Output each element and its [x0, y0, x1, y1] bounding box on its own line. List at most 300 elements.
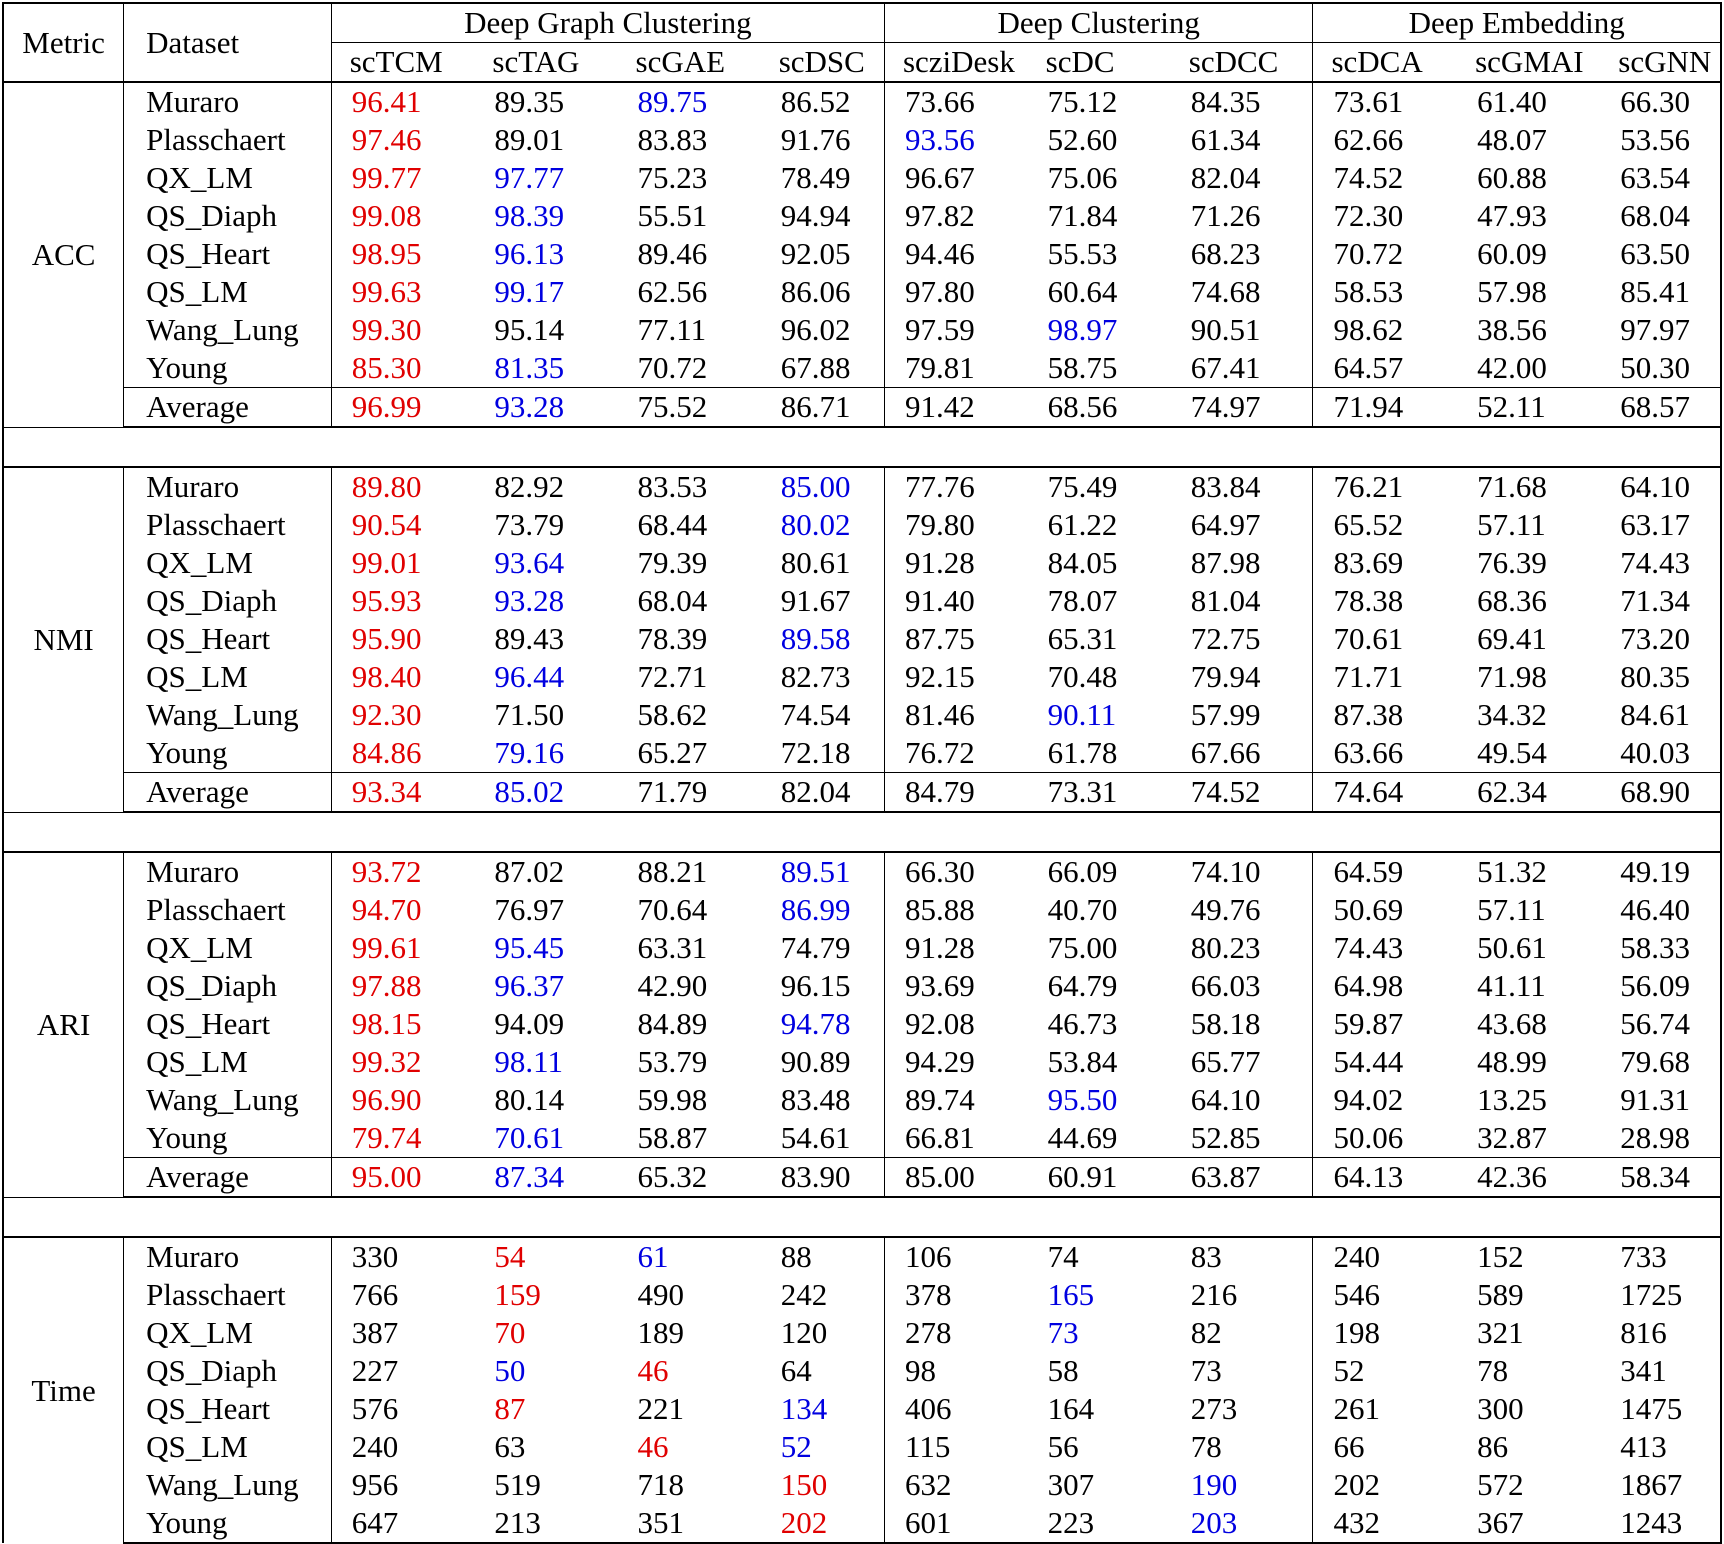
value-cell: 74	[1028, 1237, 1171, 1276]
value-cell: 74.79	[780, 930, 851, 965]
table-row	[3, 467, 1721, 506]
value-cell: 58	[1047, 1353, 1079, 1388]
value-cell: 50	[494, 1353, 526, 1388]
value-cell: 48.07	[1477, 122, 1547, 157]
value-cell: 85.41	[1600, 273, 1721, 311]
value-cell: 86	[1477, 1429, 1509, 1464]
value-cell: 78	[1477, 1353, 1509, 1388]
value-cell: 89.43	[494, 621, 565, 656]
value-cell: 65.32	[618, 1158, 761, 1198]
value-cell: 77.76	[884, 467, 1027, 506]
value-cell: 94.94	[780, 198, 851, 233]
value-cell: 96.13	[494, 236, 565, 271]
table-row	[3, 1043, 1721, 1081]
dataset-name: QS_Heart	[124, 1390, 332, 1428]
dataset-name: QX_LM	[124, 929, 332, 967]
value-cell: 74.52	[1171, 773, 1313, 813]
value-cell: 152	[1457, 1237, 1600, 1276]
value-cell: 351	[618, 1504, 761, 1543]
header-method: scDCA	[1313, 43, 1457, 83]
value-cell: 91.31	[1600, 1081, 1721, 1119]
value-cell: 93.28	[474, 388, 617, 428]
value-cell: 300	[1477, 1391, 1524, 1426]
value-cell: 82.04	[1190, 160, 1261, 195]
results-table-container	[2, 2, 1722, 1544]
value-cell: 58.18	[1190, 1006, 1261, 1041]
value-cell: 106	[884, 1237, 1027, 1276]
value-cell: 94.02	[1313, 1081, 1457, 1119]
value-cell: 221	[637, 1391, 685, 1426]
value-cell: 87.02	[474, 852, 617, 891]
value-cell: 78.49	[780, 160, 851, 195]
value-cell: 69.41	[1477, 621, 1547, 656]
value-cell: 96.41	[331, 82, 474, 121]
value-cell: 56.09	[1600, 967, 1721, 1005]
value-cell: 93.28	[494, 583, 565, 618]
value-cell: 97.97	[1600, 311, 1721, 349]
value-cell: 81.04	[1190, 583, 1261, 618]
value-cell: 46.73	[1047, 1006, 1118, 1041]
dataset-name: Muraro	[124, 852, 332, 891]
value-cell: 68.56	[1028, 388, 1171, 428]
value-cell: 733	[1600, 1237, 1721, 1276]
value-cell: 54.61	[780, 1120, 851, 1155]
value-cell: 95.45	[494, 930, 565, 965]
value-cell: 67.88	[780, 350, 851, 385]
table-row	[3, 1504, 1721, 1543]
value-cell: 1867	[1600, 1466, 1721, 1504]
value-cell: 53.79	[637, 1044, 708, 1079]
value-cell: 96.02	[780, 312, 851, 347]
value-cell: 60.64	[1047, 274, 1118, 309]
value-cell: 53.56	[1600, 121, 1721, 159]
value-cell: 84.05	[1047, 545, 1118, 580]
value-cell: 40.03	[1600, 734, 1721, 773]
value-cell: 97.80	[884, 273, 1027, 311]
value-cell: 91.76	[780, 122, 851, 157]
table-row	[3, 273, 1721, 311]
value-cell: 49.76	[1190, 892, 1261, 927]
value-cell: 68.04	[637, 583, 708, 618]
value-cell: 49.54	[1477, 735, 1547, 770]
header-group-deep-clustering: Deep Clustering	[884, 3, 1312, 43]
value-cell: 57.11	[1477, 507, 1546, 542]
value-cell: 73.20	[1600, 620, 1721, 658]
value-cell: 73.79	[494, 507, 565, 542]
value-cell: 63.54	[1600, 159, 1721, 197]
value-cell: 56.74	[1600, 1005, 1721, 1043]
value-cell: 74.54	[780, 697, 851, 732]
value-cell: 90.51	[1190, 312, 1261, 347]
value-cell: 60.91	[1028, 1158, 1171, 1198]
table-row	[3, 121, 1721, 159]
table-row	[3, 159, 1721, 197]
value-cell: 63	[494, 1429, 526, 1464]
value-cell: 78	[1190, 1429, 1222, 1464]
value-cell: 83.84	[1171, 467, 1313, 506]
value-cell: 41.11	[1477, 968, 1546, 1003]
value-cell: 74.97	[1171, 388, 1313, 428]
value-cell: 98.62	[1313, 311, 1457, 349]
value-cell: 86.06	[780, 274, 851, 309]
value-cell: 273	[1190, 1391, 1238, 1426]
value-cell: 28.98	[1600, 1119, 1721, 1158]
value-cell: 88	[761, 1237, 885, 1276]
value-cell: 64.57	[1313, 349, 1457, 388]
value-cell: 227	[351, 1353, 399, 1388]
value-cell: 79.39	[637, 545, 708, 580]
value-cell: 519	[494, 1467, 541, 1502]
value-cell: 79.94	[1190, 659, 1261, 694]
table-body	[3, 82, 1721, 1543]
value-cell: 68.36	[1477, 583, 1547, 618]
value-cell: 50.06	[1313, 1119, 1457, 1158]
value-cell: 378	[884, 1276, 1027, 1314]
value-cell: 65.52	[1313, 506, 1457, 544]
value-cell: 99.30	[351, 312, 422, 347]
value-cell: 86.52	[761, 82, 885, 121]
metric-label: Time	[3, 1237, 124, 1543]
average-row	[3, 773, 1721, 813]
table-row	[3, 734, 1721, 773]
value-cell: 1243	[1600, 1504, 1721, 1543]
value-cell: 79.74	[351, 1120, 422, 1155]
value-cell: 51.32	[1457, 852, 1600, 891]
value-cell: 91.67	[780, 583, 851, 618]
value-cell: 99.32	[351, 1044, 422, 1079]
value-cell: 97.82	[884, 197, 1027, 235]
value-cell: 59.98	[637, 1082, 708, 1117]
value-cell: 202	[761, 1504, 885, 1543]
value-cell: 62.34	[1457, 773, 1600, 813]
value-cell: 240	[351, 1429, 399, 1464]
value-cell: 95.90	[351, 621, 422, 656]
value-cell: 92.05	[780, 236, 851, 271]
table-row	[3, 1428, 1721, 1466]
value-cell: 240	[1313, 1237, 1457, 1276]
table-row	[3, 658, 1721, 696]
value-cell: 79.81	[884, 349, 1027, 388]
value-cell: 94.09	[494, 1006, 565, 1041]
value-cell: 96.15	[780, 968, 851, 1003]
value-cell: 632	[884, 1466, 1027, 1504]
value-cell: 576	[351, 1391, 399, 1426]
value-cell: 89.46	[637, 236, 708, 271]
separator-cell	[3, 1197, 1721, 1237]
value-cell: 74.64	[1313, 773, 1457, 813]
value-cell: 96.44	[494, 659, 565, 694]
value-cell: 65.31	[1047, 621, 1118, 656]
value-cell: 57.99	[1190, 697, 1261, 732]
header-method: scziDesk	[884, 43, 1027, 83]
value-cell: 89.01	[494, 122, 565, 157]
dataset-name: QX_LM	[124, 1314, 332, 1352]
value-cell: 89.74	[884, 1081, 1027, 1119]
value-cell: 84.79	[884, 773, 1027, 813]
dataset-name: Plasschaert	[124, 121, 332, 159]
dataset-name: Muraro	[124, 467, 332, 506]
header-method: scGMAI	[1457, 43, 1600, 83]
value-cell: 52.11	[1457, 388, 1600, 428]
dataset-name: Average	[124, 1158, 332, 1198]
value-cell: 76.39	[1477, 545, 1547, 580]
value-cell: 64.13	[1313, 1158, 1457, 1198]
value-cell: 71.79	[618, 773, 761, 813]
value-cell: 74.52	[1313, 159, 1457, 197]
value-cell: 47.93	[1477, 198, 1547, 233]
value-cell: 96.37	[494, 968, 565, 1003]
value-cell: 83.83	[637, 122, 708, 157]
dataset-name: QS_Heart	[124, 620, 332, 658]
value-cell: 80.61	[780, 545, 851, 580]
value-cell: 216	[1190, 1277, 1238, 1312]
value-cell: 94.78	[780, 1006, 851, 1041]
value-cell: 71.94	[1313, 388, 1457, 428]
table-row	[3, 929, 1721, 967]
value-cell: 97.59	[884, 311, 1027, 349]
value-cell: 85.02	[474, 773, 617, 813]
value-cell: 115	[884, 1428, 1027, 1466]
table-row	[3, 1466, 1721, 1504]
value-cell: 92.15	[884, 658, 1027, 696]
value-cell: 75.23	[637, 160, 708, 195]
value-cell: 84.86	[351, 735, 422, 770]
value-cell: 341	[1600, 1352, 1721, 1390]
value-cell: 98.11	[494, 1044, 563, 1079]
value-cell: 70.64	[637, 892, 708, 927]
value-cell: 46	[637, 1429, 669, 1464]
value-cell: 88.21	[618, 852, 761, 891]
value-cell: 86.99	[780, 892, 851, 927]
table-row	[3, 852, 1721, 891]
value-cell: 816	[1600, 1314, 1721, 1352]
value-cell: 89.51	[761, 852, 885, 891]
value-cell: 70.61	[1313, 620, 1457, 658]
value-cell: 66.30	[884, 852, 1027, 891]
value-cell: 83.53	[618, 467, 761, 506]
value-cell: 278	[884, 1314, 1027, 1352]
value-cell: 71.98	[1477, 659, 1547, 694]
value-cell: 55.51	[637, 198, 708, 233]
value-cell: 52	[1313, 1352, 1457, 1390]
value-cell: 766	[351, 1277, 399, 1312]
value-cell: 93.34	[331, 773, 474, 813]
value-cell: 413	[1600, 1428, 1721, 1466]
value-cell: 86.71	[761, 388, 885, 428]
dataset-name: QX_LM	[124, 544, 332, 582]
value-cell: 75.49	[1028, 467, 1171, 506]
table-row	[3, 235, 1721, 273]
table-row	[3, 1005, 1721, 1043]
value-cell: 76.72	[884, 734, 1027, 773]
value-cell: 95.93	[351, 583, 422, 618]
value-cell: 63.17	[1600, 506, 1721, 544]
value-cell: 80.02	[780, 507, 851, 542]
value-cell: 52.85	[1190, 1120, 1261, 1155]
value-cell: 63.87	[1171, 1158, 1313, 1198]
value-cell: 50.61	[1477, 930, 1547, 965]
value-cell: 64.10	[1600, 467, 1721, 506]
value-cell: 64	[780, 1353, 812, 1388]
value-cell: 64.59	[1313, 852, 1457, 891]
value-cell: 72.71	[637, 659, 708, 694]
value-cell: 198	[1313, 1314, 1457, 1352]
value-cell: 242	[780, 1277, 828, 1312]
table-row	[3, 197, 1721, 235]
value-cell: 330	[331, 1237, 474, 1276]
value-cell: 83	[1171, 1237, 1313, 1276]
value-cell: 70.72	[637, 350, 708, 385]
value-cell: 159	[494, 1277, 541, 1312]
header-method: scTAG	[474, 43, 617, 83]
value-cell: 71.71	[1313, 658, 1457, 696]
value-cell: 54	[474, 1237, 617, 1276]
value-cell: 68.90	[1600, 773, 1721, 813]
value-cell: 42.00	[1477, 350, 1547, 385]
dataset-name: Wang_Lung	[124, 311, 332, 349]
value-cell: 56	[1047, 1429, 1079, 1464]
value-cell: 94.70	[351, 892, 422, 927]
separator-cell	[3, 812, 1721, 852]
value-cell: 46.40	[1600, 891, 1721, 929]
value-cell: 85.88	[884, 891, 1027, 929]
value-cell: 70.61	[494, 1120, 565, 1155]
value-cell: 432	[1313, 1504, 1457, 1543]
value-cell: 98.40	[351, 659, 422, 694]
value-cell: 99.61	[351, 930, 422, 965]
value-cell: 261	[1313, 1390, 1457, 1428]
value-cell: 79.16	[494, 735, 565, 770]
metric-label: NMI	[3, 467, 124, 812]
dataset-name: Average	[124, 388, 332, 428]
dataset-name: Average	[124, 773, 332, 813]
dataset-name: QS_Heart	[124, 235, 332, 273]
dataset-name: QS_Diaph	[124, 197, 332, 235]
value-cell: 87.38	[1313, 696, 1457, 734]
dataset-name: QS_LM	[124, 1428, 332, 1466]
value-cell: 84.89	[637, 1006, 708, 1041]
value-cell: 85.00	[884, 1158, 1027, 1198]
value-cell: 68.44	[637, 507, 708, 542]
value-cell: 61.78	[1047, 735, 1118, 770]
value-cell: 718	[637, 1467, 685, 1502]
value-cell: 79.68	[1600, 1043, 1721, 1081]
value-cell: 80.14	[494, 1082, 565, 1117]
value-cell: 96.99	[331, 388, 474, 428]
value-cell: 82.04	[761, 773, 885, 813]
table-row	[3, 1276, 1721, 1314]
value-cell: 61.22	[1047, 507, 1118, 542]
value-cell: 58.62	[637, 697, 708, 732]
value-cell: 65.27	[637, 735, 708, 770]
value-cell: 92.30	[351, 697, 422, 732]
value-cell: 66.81	[884, 1119, 1027, 1158]
value-cell: 98	[884, 1352, 1027, 1390]
value-cell: 13.25	[1477, 1082, 1547, 1117]
value-cell: 71.34	[1600, 582, 1721, 620]
value-cell: 93.64	[494, 545, 565, 580]
table-row	[3, 891, 1721, 929]
value-cell: 96.90	[351, 1082, 422, 1117]
value-cell: 83.48	[780, 1082, 851, 1117]
value-cell: 70.48	[1047, 659, 1118, 694]
value-cell: 99.77	[351, 160, 422, 195]
value-cell: 84.35	[1171, 82, 1313, 121]
value-cell: 89.80	[331, 467, 474, 506]
value-cell: 94.29	[884, 1043, 1027, 1081]
value-cell: 50.30	[1600, 349, 1721, 388]
dataset-name: Young	[124, 734, 332, 773]
header-row-groups	[3, 3, 1721, 43]
dataset-name: Young	[124, 1119, 332, 1158]
header-group-deep-graph-clustering: Deep Graph Clustering	[331, 3, 884, 43]
average-row	[3, 1158, 1721, 1198]
value-cell: 96.67	[884, 159, 1027, 197]
dataset-name: Young	[124, 349, 332, 388]
value-cell: 52.60	[1047, 122, 1118, 157]
value-cell: 32.87	[1477, 1120, 1547, 1155]
metric-label: ACC	[3, 82, 124, 427]
table-row	[3, 1081, 1721, 1119]
value-cell: 90.11	[1047, 697, 1117, 732]
dataset-name: QS_LM	[124, 1043, 332, 1081]
value-cell: 91.28	[884, 929, 1027, 967]
value-cell: 54.44	[1313, 1043, 1457, 1081]
value-cell: 90.54	[351, 507, 422, 542]
dataset-name: Muraro	[124, 1237, 332, 1276]
dataset-name: Plasschaert	[124, 506, 332, 544]
value-cell: 99.63	[351, 274, 422, 309]
value-cell: 99.17	[494, 274, 565, 309]
value-cell: 42.90	[637, 968, 708, 1003]
value-cell: 601	[884, 1504, 1027, 1543]
header-dataset: Dataset	[124, 3, 332, 82]
value-cell: 76.97	[494, 892, 565, 927]
value-cell: 52	[780, 1429, 812, 1464]
value-cell: 97.88	[351, 968, 422, 1003]
value-cell: 72.75	[1190, 621, 1261, 656]
value-cell: 90.89	[780, 1044, 851, 1079]
value-cell: 68.04	[1600, 197, 1721, 235]
value-cell: 81.46	[884, 696, 1027, 734]
value-cell: 98.95	[351, 236, 422, 271]
value-cell: 91.28	[884, 544, 1027, 582]
value-cell: 53.84	[1047, 1044, 1118, 1079]
value-cell: 34.32	[1477, 697, 1547, 732]
header-method: scTCM	[331, 43, 474, 83]
value-cell: 46	[637, 1353, 669, 1388]
value-cell: 95.14	[494, 312, 565, 347]
value-cell: 1725	[1600, 1276, 1721, 1314]
value-cell: 165	[1047, 1277, 1095, 1312]
value-cell: 87.34	[474, 1158, 617, 1198]
value-cell: 83.90	[761, 1158, 885, 1198]
metric-label: ARI	[3, 852, 124, 1197]
value-cell: 66.03	[1190, 968, 1261, 1003]
value-cell: 572	[1477, 1467, 1524, 1502]
dataset-name: Wang_Lung	[124, 1466, 332, 1504]
dataset-name: Plasschaert	[124, 1276, 332, 1314]
table-row	[3, 696, 1721, 734]
dataset-name: QX_LM	[124, 159, 332, 197]
value-cell: 956	[351, 1467, 399, 1502]
value-cell: 64.79	[1047, 968, 1118, 1003]
value-cell: 98.39	[494, 198, 565, 233]
value-cell: 48.99	[1477, 1044, 1547, 1079]
value-cell: 66.09	[1028, 852, 1171, 891]
table-row	[3, 582, 1721, 620]
value-cell: 67.41	[1190, 350, 1261, 385]
